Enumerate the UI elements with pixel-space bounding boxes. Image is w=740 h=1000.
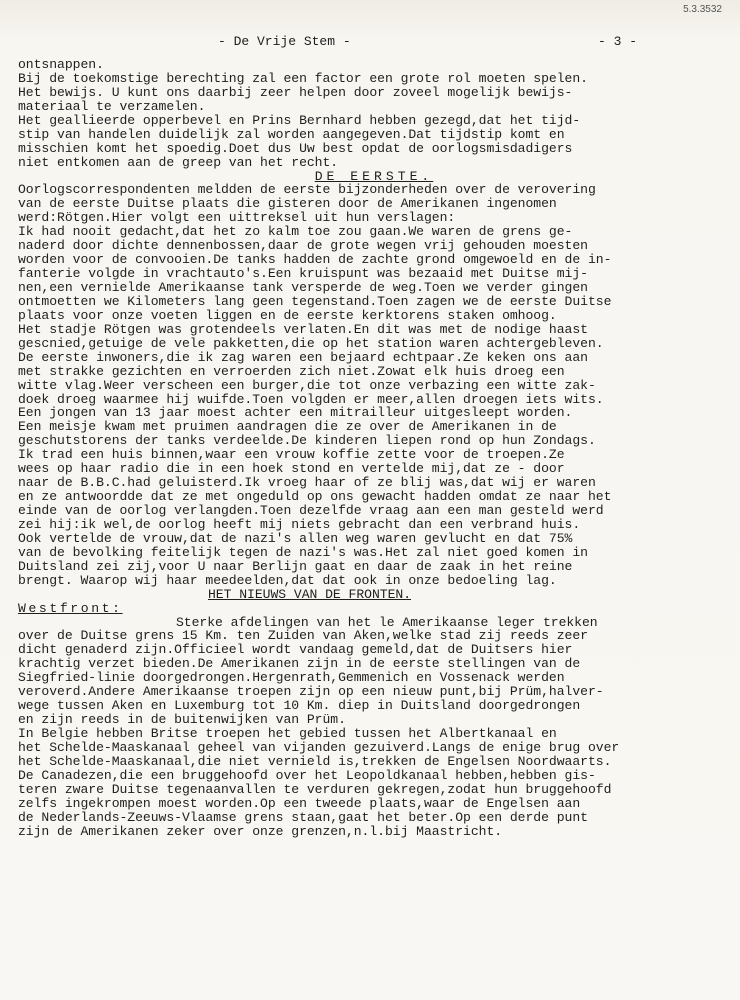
- text-line: plaats voor onze voeten liggen en de eerste kerktorens staken omhoog.: [18, 307, 557, 323]
- text-line: materiaal te verzamelen.: [18, 98, 206, 114]
- text-line: teren zware Duitse tegenaanvallen te verduren gekregen,zodat hun bruggehoofd: [18, 781, 612, 797]
- text-line: naar de B.B.C.had geluisterd.Ik vroeg haar of ze blij was,dat wij er waren: [18, 475, 596, 491]
- archive-number: 5.3.3532: [683, 4, 722, 15]
- text-line: Een meisje kwam met pruimen aandragen die ze over de Amerikanen in de: [18, 419, 557, 435]
- text-line: van de bevolking feitelijk tegen de nazi's was.Het zal niet goed komen in: [18, 544, 588, 560]
- text-line: zei hij:ik wel,de oorlog heeft mij niets gebracht dan een verbrand huis.: [18, 516, 581, 532]
- news-heading: [18, 588, 730, 602]
- text-line: Oorlogscorrespondenten meldden de eerste bijzonderheden over de verovering: [18, 182, 596, 198]
- text-line: niet entkomen aan de greep van het recht.: [18, 154, 339, 170]
- text-line: naderd door dichte dennenbossen,daar de grote wegen vrij gehouden moesten: [18, 238, 588, 254]
- text-line: wege tussen Aken en Luxemburg tot 10 Km. diep in Duitsland doorgedrongen: [18, 698, 581, 714]
- text-line: worden voor de convooien.De tanks hadden de zachte grond omgewoeld en de in-: [18, 252, 612, 268]
- text-line: brengt. Waarop wij haar meedeelden,dat dat ook in onze bedoeling lag.: [18, 572, 557, 588]
- text-line: over de Duitse grens 15 Km. ten Zuiden van Aken,welke stad zij reeds zeer: [18, 628, 588, 644]
- text-line: De eerste inwoners,die ik zag waren een bejaard echtpaar.Ze keken ons aan: [18, 349, 588, 365]
- section-heading-text: DE EERSTE.: [314, 168, 434, 184]
- text-line: het Schelde-Maaskanaal geheel van vijanden gezuiverd.Langs de enige brug over: [18, 739, 620, 755]
- text-line: Sterke afdelingen van het le Amerikaanse leger trekken: [176, 614, 598, 630]
- text-line: Ook vertelde de vrouw,dat de nazi's allen weg waren gevlucht en dat 75%: [18, 530, 573, 546]
- text-line: De Canadezen,die een bruggehoofd over het Leopoldkanaal hebben,hebben gis-: [18, 767, 596, 783]
- front-label: [18, 602, 730, 616]
- intro-paragraph: [18, 58, 730, 170]
- text-line: fanterie volgde in vrachtauto's.Een kruispunt was bezaaid met Duitse mij-: [18, 266, 588, 282]
- text-line: Het geallieerde opperbevel en Prins Bernhard hebben gezegd,dat het tijd-: [18, 112, 581, 128]
- section-heading: [18, 170, 730, 184]
- text-line: zijn de Amerikanen zeker over onze grenzen,n.l.bij Maastricht.: [18, 823, 503, 839]
- news-heading-text: HET NIEUWS VAN DE FRONTEN.: [208, 586, 411, 602]
- text-line: veroverd.Andere Amerikaanse troepen zijn op een nieuw punt,bij Prüm,halver-: [18, 684, 604, 700]
- text-line: de Nederlands-Zeeuws-Vlaamse grens staan,gaat het beter.Op een derde punt: [18, 809, 588, 825]
- text-line: stip van handelen duidelijk zal worden aangegeven.Dat tijdstip komt en: [18, 126, 565, 142]
- article-body: [18, 58, 730, 839]
- front-paragraph: [18, 616, 730, 839]
- text-line: het Schelde-Maaskanaal,die niet vernield is,trekken de Engelsen Noordwaarts.: [18, 753, 612, 769]
- report-paragraph: [18, 183, 730, 587]
- page-number: - 3 -: [598, 34, 638, 49]
- text-line: zelfs ingekrompen moest worden.Op een tweede plaats,waar de Engelsen aan: [18, 795, 581, 811]
- text-line: nen,een vernielde Amerikaanse tank versperde de weg.Toen we verder gingen: [18, 280, 588, 295]
- text-line: Ik had nooit gedacht,dat het zo kalm toe zou gaan.We waren de grens ge-: [18, 224, 573, 240]
- text-line: ontsnappen.: [18, 57, 104, 72]
- text-line: werd:Rötgen.Hier volgt een uittreksel uit hun verslagen:: [18, 210, 456, 226]
- text-line: Bij de toekomstige berechting zal een factor een grote rol moeten spelen.: [18, 70, 588, 86]
- text-line: Het bewijs. U kunt ons daarbij zeer helpen door zoveel mogelijk bewijs-: [18, 84, 573, 100]
- text-line: doek droeg waarmee hij wuifde.Toen volgden er meer,allen droegen iets wits.: [18, 391, 604, 407]
- text-line: Siegfried-linie doorgedrongen.Hergenrath,Gemmenich en Vossenack werden: [18, 670, 565, 686]
- text-line: misschien komt het spoedig.Doet dus Uw best opdat de oorlogsmisdadigers: [18, 140, 573, 156]
- text-line: dicht genaderd zijn.Officieel wordt vandaag gemeld,dat de Duitsers hier: [18, 642, 573, 658]
- text-line: In Belgie hebben Britse troepen het gebied tussen het Albertkanaal en: [18, 726, 557, 741]
- text-line: ontmoetten we Kilometers lang geen tegenstand.Toen zagen we de eerste Duitse: [18, 293, 612, 309]
- text-line: krachtig verzet bieden.De Amerikanen zijn in de eerste stellingen van de: [18, 656, 581, 672]
- text-line: Duitsland zei zij,voor U naar Berlijn gaat en daar de zaak in het reine: [18, 558, 573, 574]
- text-line: witte vlag.Weer verscheen een burger,die tot onze verbazing een witte zak-: [18, 377, 596, 393]
- front-label-text: Westfront:: [18, 600, 123, 616]
- text-line: geschutstorens der tanks verdeelde.De kinderen liepen rond op hun Zondags.: [18, 433, 596, 449]
- text-line: van de eerste Duitse plaats die gisteren door de Amerikanen ingenomen: [18, 196, 557, 212]
- text-line: en ze antwoordde dat ze met ongeduld op ons gewacht hadden omdat ze naar het: [18, 489, 612, 505]
- newsletter-title: - De Vrije Stem -: [218, 34, 351, 49]
- text-line: Ik trad een huis binnen,waar een vrouw koffie zette voor de troepen.Ze: [18, 447, 565, 463]
- text-line: gescnied,getuige de vele pakketten,die op het station waren achtergebleven.: [18, 335, 604, 351]
- page-header: [0, 34, 740, 56]
- text-line: en zijn reeds in de buitenwijken van Prüm.: [18, 712, 346, 728]
- text-line: Een jongen van 13 jaar moest achter een mitrailleur uitgesleept worden.: [18, 405, 573, 421]
- text-line: met strakke gezichten en verroerden zich niet.Zowat elk huis droeg een: [18, 363, 565, 379]
- text-line: wees op haar radio die in een hoek stond en vertelde mij,dat ze - door: [18, 461, 565, 477]
- text-line: einde van de oorlog verlangden.Toen dezelfde vraag aan een man gesteld werd: [18, 503, 604, 518]
- text-line: Het stadje Rötgen was grotendeels verlaten.En dit was met de nodige haast: [18, 321, 588, 337]
